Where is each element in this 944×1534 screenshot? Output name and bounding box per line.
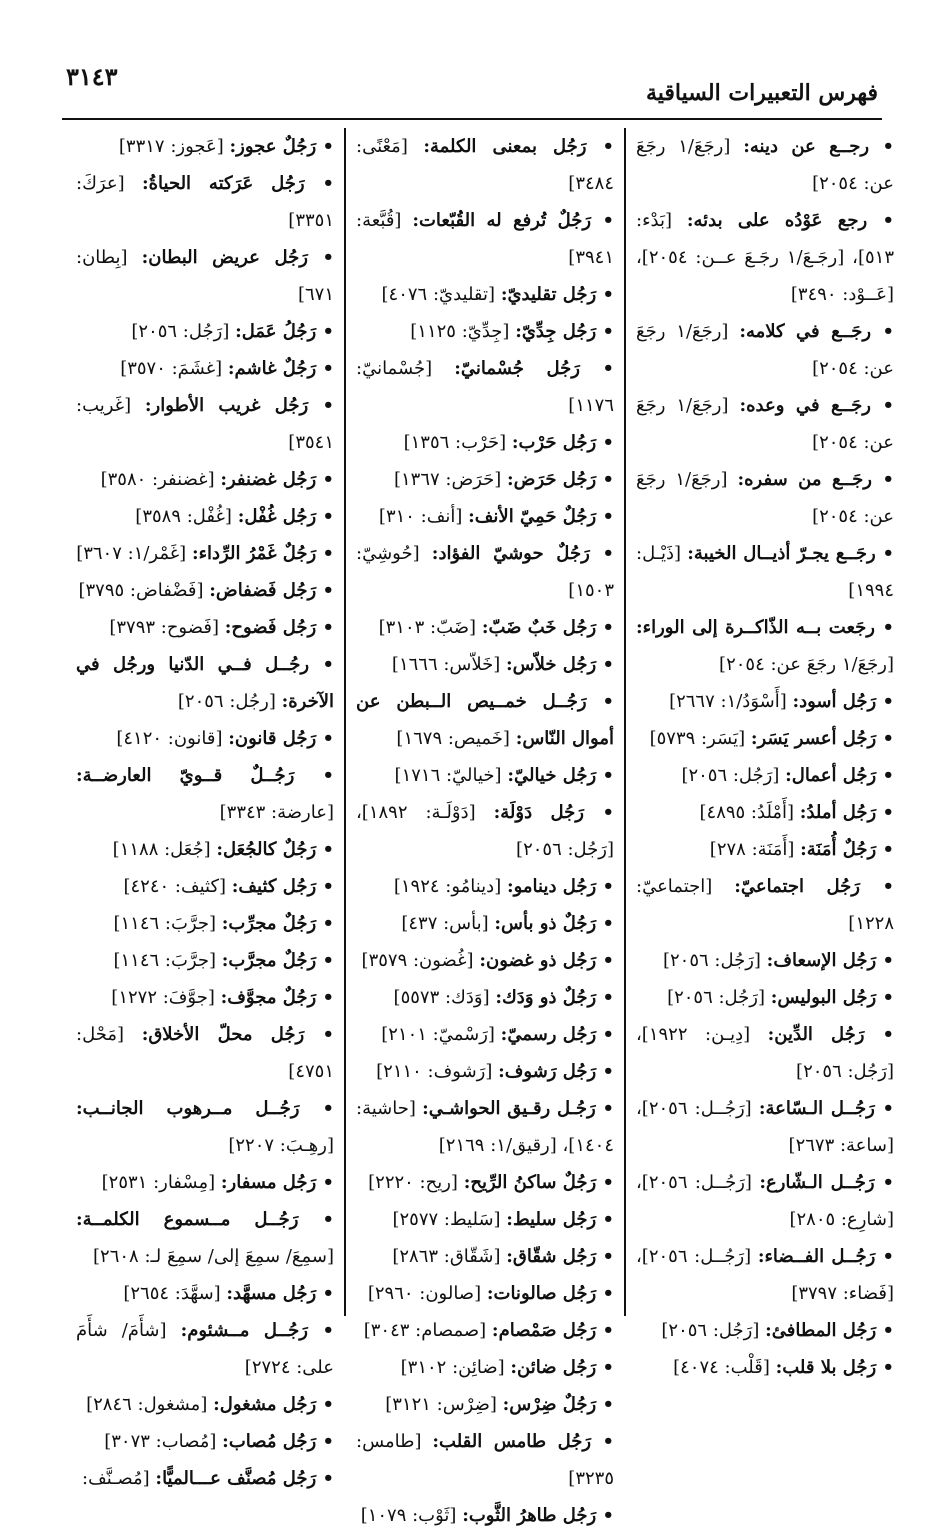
entry-reference: [جرَّبَ: ١١٤٦] <box>113 913 216 934</box>
index-entry <box>356 1016 614 1053</box>
entry-reference: [حَرَض: ١٣٦٧] <box>393 469 502 490</box>
entry-term: رَجُل حَرَض: <box>507 469 597 490</box>
entry-reference: [دِيـن: ١٩٢٢]، [رَجُل: ٢٠٥٦] <box>636 1024 894 1082</box>
entry-term: رَجُل دينامو: <box>506 876 597 897</box>
index-entry <box>76 572 334 609</box>
entry-term: رَجُلٌ غَمْرُ الرِّداء: <box>191 543 317 564</box>
index-entry <box>76 1460 334 1497</box>
entry-term: رَجُل غريب الأطوار: <box>144 395 309 416</box>
entry-term: رَجُل حَرْب: <box>511 432 597 453</box>
index-entry <box>356 757 614 794</box>
index-entry <box>76 905 334 942</box>
entry-term: رَجُل بمعنى الكلمة: <box>423 136 587 157</box>
entry-term: رَجُل فَضوح: <box>224 617 317 638</box>
entry-reference: [رجُل: ٢٠٥٦] <box>177 691 276 712</box>
entry-term: رَجُل جُسْمانيّ: <box>454 358 580 379</box>
entry-reference: [رجَعَ/١ رجَعَ عن: ٢٠٥٤] <box>636 395 894 453</box>
entry-reference: [رَجُل: ٢٠٥٦] <box>662 950 761 971</box>
index-entry <box>356 868 614 905</box>
entry-reference: [سَليط: ٢٥٧٧] <box>392 1209 501 1230</box>
entry-term: رَجُل صالونات: <box>486 1283 597 1304</box>
index-entry <box>636 1090 894 1164</box>
entry-reference: [ضائِن: ٣١٠٢] <box>400 1357 505 1378</box>
entry-term: رَجُــل مــرهوب الجانــب: <box>76 1098 300 1119</box>
entry-reference: [شَقّاق: ٢٨٦٣] <box>392 1246 501 1267</box>
entry-reference: [دَوْلَـة: ١٨٩٢]، [رَجُل: ٢٠٥٦] <box>356 802 614 860</box>
index-entry <box>356 942 614 979</box>
index-entry <box>356 1349 614 1386</box>
index-column <box>346 128 626 1526</box>
entry-term: رَجُل سليط: <box>506 1209 597 1230</box>
entry-reference: [أَمَنَة: ٢٧٨] <box>709 839 795 860</box>
entry-term: رَجُل عريض البطان: <box>141 247 308 268</box>
entry-term: رَجُل كثيف: <box>231 876 317 897</box>
entry-reference: [ريح: ٢٢٢٠] <box>368 1172 458 1193</box>
entry-term: رَجُلٌ ضِرْس: <box>502 1394 597 1415</box>
index-entry <box>76 1090 334 1164</box>
index-entry <box>356 609 614 646</box>
index-entry <box>356 498 614 535</box>
entry-reference: [تقليديّ: ٤٠٧٦] <box>381 284 496 305</box>
entry-term: رَجُل صَمْصام: <box>491 1320 597 1341</box>
entry-reference: [خَميص: ١٦٧٩] <box>396 728 510 749</box>
entry-reference: [عَجوز: ٣٣١٧] <box>118 136 224 157</box>
header-rule <box>62 118 882 120</box>
entry-reference: [جرَّبَ: ١١٤٦] <box>113 950 216 971</box>
index-entry <box>636 535 894 609</box>
entry-term: رَجُلٌ ساكنُ الرِّيح: <box>463 1172 597 1193</box>
index-entry <box>636 868 894 942</box>
index-entry <box>356 1164 614 1201</box>
entry-reference: [رَجُل: ٢٠٥٦] <box>661 1320 760 1341</box>
entry-term: رَجُل خياليّ: <box>507 765 597 786</box>
entry-term: رَجُــل خمــيص الــبطن عن أموال النّاس: <box>356 691 614 749</box>
entry-reference: [سهَّدَ: ٢٦٥٤] <box>123 1283 221 1304</box>
entry-term: رَجُلٌ كالجُعَل: <box>216 839 317 860</box>
index-entry <box>636 720 894 757</box>
entry-reference: [رَجُل: ٢٠٥٦] <box>131 321 230 342</box>
index-entry <box>636 757 894 794</box>
entry-term: رَجُلٌ تُرفع له القُبّعات: <box>412 210 592 231</box>
index-entry <box>356 646 614 683</box>
entry-reference: [غُضون: ٣٥٧٩] <box>361 950 474 971</box>
entry-reference: [مِسْفار: ٢٥٣١] <box>101 1172 216 1193</box>
entry-term: رَجُلٌ مجوَّف: <box>220 987 317 1008</box>
entry-reference: [جِدِّيّ: ١١٢٥] <box>410 321 510 342</box>
entry-term: رَجُل عَرَكته الحياةُ: <box>141 173 305 194</box>
index-entry <box>356 461 614 498</box>
index-column <box>626 128 904 1378</box>
entry-term: رَجُــلٌ قــويّ العارضــة: <box>76 765 295 786</box>
entry-reference: [رَجُــل: ٢٠٥٦]، [فَضاء: ٣٧٩٧] <box>636 1246 894 1304</box>
entry-reference: [رجَعَ/١ رجَعَ عن: ٢٠٥٤] <box>636 469 894 527</box>
index-entry <box>636 313 894 387</box>
entry-reference: [سمِعَ/ سمِعَ إلى/ سمِعَ لـ: ٢٦٠٨] <box>93 1246 334 1267</box>
entry-reference: [جُسْمانيّ: ١١٧٦] <box>356 358 614 416</box>
index-entry <box>636 1312 894 1349</box>
entry-term: رجُــل فــي الدّنيا ورجُل في الآخرة: <box>76 654 334 712</box>
index-entry <box>636 128 894 202</box>
entry-reference: [رَجُــل: ٢٠٥٦]، [شارِع: ٢٨٠٥] <box>636 1172 894 1230</box>
index-entry <box>76 609 334 646</box>
index-entry <box>76 313 334 350</box>
entry-reference: [مُصـنَّف: <box>82 1468 150 1489</box>
entry-term: رَجُلٌ عجوز: <box>229 136 317 157</box>
entry-term: رَجُـل رقـيق الحواشـي: <box>422 1098 596 1119</box>
index-entry <box>636 979 894 1016</box>
entry-term: رجَــع في كلامه: <box>739 321 872 342</box>
entry-term: رَجُل غضنفر: <box>220 469 317 490</box>
index-entry <box>636 942 894 979</box>
index-entry <box>76 461 334 498</box>
entry-reference: [جوَّفَ: ١٢٧٢] <box>111 987 215 1008</box>
entry-term: رجَــع في وعده: <box>739 395 871 416</box>
entry-reference: [ضَبّ: ٣١٠٣] <box>378 617 477 638</box>
entry-reference: [ثَوْب: ١٠٧٩] <box>360 1505 457 1526</box>
entry-term: رجَــع من سفره: <box>737 469 872 490</box>
entry-reference: [قانون: ٤١٢٠] <box>116 728 223 749</box>
entry-reference: [رجَعَ/١ رجَعَ عن: ٢٠٥٤] <box>719 654 894 675</box>
entry-term: رَجُــل مــسموع الكلمــة: <box>76 1209 299 1230</box>
index-entry <box>636 683 894 720</box>
index-entry <box>76 165 334 239</box>
entry-term: رَجُل غُفْل: <box>237 506 317 527</box>
entry-term: رَجُل خلاّس: <box>506 654 597 675</box>
page-number: ٣١٤٣ <box>66 62 118 91</box>
index-entry <box>356 1497 614 1534</box>
index-entry <box>76 1201 334 1275</box>
entry-term: رَجُل مسفار: <box>220 1172 317 1193</box>
index-entry <box>76 831 334 868</box>
index-entry <box>76 128 334 165</box>
index-columns <box>66 128 904 1526</box>
entry-term: رجَعت بــه الذّاكــرة إلى الوراء: <box>636 617 875 638</box>
entry-reference: [مشغول: ٢٨٤٦] <box>86 1394 208 1415</box>
index-entry <box>76 1312 334 1386</box>
entry-term: رَجُل الدِّين: <box>767 1024 865 1045</box>
entry-term: رَجُــل الفــضاء: <box>757 1246 876 1267</box>
index-entry <box>636 387 894 461</box>
entry-reference: [رَجُل: ٢٠٥٦] <box>681 765 780 786</box>
entry-term: رَجُل مشغول: <box>213 1394 317 1415</box>
entry-term: رَجُلٌ مجرَّب: <box>221 950 317 971</box>
index-entry <box>76 868 334 905</box>
entry-term: رَجُل قانون: <box>228 728 317 749</box>
entry-term: رَجُل طاهرُ الثَّوب: <box>462 1505 597 1526</box>
entry-term: رَجُل أملدُ: <box>799 802 877 823</box>
index-entry <box>76 942 334 979</box>
entry-term: رَجُل رسميّ: <box>500 1024 597 1045</box>
entry-reference: [مَعْنًى: ٣٤٨٤] <box>356 136 614 194</box>
entry-reference: [شأَمَ/ شأَمَ على: ٢٧٢٤] <box>76 1320 334 1378</box>
index-entry <box>76 498 334 535</box>
entry-term: رَجُل ذو غضون: <box>479 950 597 971</box>
index-entry <box>356 1312 614 1349</box>
entry-term: رَجُل أعمال: <box>785 765 877 786</box>
entry-term: رَجُــل مــشئوم: <box>180 1320 308 1341</box>
index-entry <box>356 313 614 350</box>
entry-term: رَجُل المطافئ: <box>765 1320 877 1341</box>
index-entry <box>356 1238 614 1275</box>
index-entry <box>636 1349 894 1386</box>
index-entry <box>636 794 894 831</box>
entry-reference: [رَجُل: ٢٠٥٦] <box>667 987 766 1008</box>
entry-reference: [رَشوف: ٢١١٠] <box>376 1061 493 1082</box>
entry-term: رَجُل مُصنَّف عـــالميًّا: <box>155 1468 317 1489</box>
entry-reference: [وَدَك: ٥٥٧٣] <box>393 987 490 1008</box>
entry-term: رَجُلٌ مجرِّب: <box>221 913 317 934</box>
index-entry <box>356 535 614 609</box>
entry-term: رَجُلٌ ذو وَدَك: <box>495 987 597 1008</box>
entry-term: رَجُــل الـسّاعة: <box>758 1098 875 1119</box>
entry-reference: [اجتماعيّ: ١٢٢٨] <box>636 876 894 934</box>
entry-reference: [رَجُــل: ٢٠٥٦]، [ساعة: ٢٦٧٣] <box>636 1098 894 1156</box>
entry-reference: [بِطان: ٦٧١] <box>76 247 334 305</box>
index-entry <box>76 720 334 757</box>
entry-reference: [أَسْوَدُ/١: ٢٦٦٧] <box>669 691 787 712</box>
entry-reference: [غضنفر: ٣٥٨٠] <box>100 469 215 490</box>
entry-reference: [قُبَّعة: ٣٩٤١] <box>356 210 614 268</box>
index-entry <box>356 276 614 313</box>
index-entry <box>356 202 614 276</box>
index-entry <box>76 1016 334 1090</box>
entry-reference: [غشَمَ: ٣٥٧٠] <box>120 358 223 379</box>
entry-reference: [خياليّ: ١٧١٦] <box>394 765 502 786</box>
entry-term: رَجُلٌ غاشم: <box>227 358 317 379</box>
entry-term: رَجُل طامس القلب: <box>432 1431 592 1452</box>
index-entry <box>636 202 894 313</box>
entry-term: رَجُل ضائن: <box>510 1357 597 1378</box>
entry-reference: [مَحْل: ٤٧٥١] <box>76 1024 334 1082</box>
index-entry <box>76 646 334 720</box>
entry-term: رَجُل البوليس: <box>770 987 877 1008</box>
entry-term: رَجُل جِدِّيّ: <box>515 321 597 342</box>
entry-reference: [بَدْء: ٥١٣]، [رجَـعَ/١ رجَـعَ عــن: ٢٠٥٤]، [عَــوْد: ٣٤٩٠] <box>636 210 894 305</box>
entry-term: رجع عَوْدُه على بدئه: <box>686 210 868 231</box>
entry-term: رَجُل بلا قلب: <box>775 1357 877 1378</box>
entry-term: رجَــع يجـرّ أذيــال الخيبة: <box>687 543 876 564</box>
index-entry <box>76 1164 334 1201</box>
entry-term: رَجُل اجتماعيّ: <box>734 876 860 897</box>
entry-reference: [رجَعَ/١ رجَعَ عن: ٢٠٥٤] <box>636 136 894 194</box>
index-entry <box>636 831 894 868</box>
entry-term: رَجُل أعسر يَسَر: <box>750 728 877 749</box>
entry-reference: [خَلاّس: ١٦٦٦] <box>391 654 501 675</box>
index-entry <box>636 1016 894 1090</box>
entry-term: رَجُل فَضفاض: <box>209 580 317 601</box>
entry-reference: [يَسَر: ٥٧٣٩] <box>649 728 746 749</box>
entry-reference: [أنف: ٣١٠] <box>378 506 463 527</box>
entry-reference: [كثيف: ٤٢٤٠] <box>123 876 227 897</box>
index-entry <box>356 1275 614 1312</box>
page-header <box>62 58 882 114</box>
entry-reference: [حَرْب: ١٣٥٦] <box>403 432 507 453</box>
index-entry <box>356 424 614 461</box>
index-entry <box>636 609 894 683</box>
entry-reference: [ذَيْـل: ١٩٩٤] <box>636 543 894 601</box>
entry-reference: [أَمْلَدُ: ٤٨٩٥] <box>699 802 795 823</box>
index-entry <box>76 350 334 387</box>
entry-term: رَجُل شقّاق: <box>506 1246 597 1267</box>
index-entry <box>76 1386 334 1423</box>
index-entry <box>356 794 614 868</box>
index-entry <box>76 535 334 572</box>
entry-term: رَجُــل الـشّارع: <box>759 1172 875 1193</box>
entry-reference: [ضِرْس: ٣١٢١] <box>385 1394 497 1415</box>
entry-term: رَجُل مسهَّد: <box>226 1283 317 1304</box>
index-entry <box>356 1201 614 1238</box>
entry-reference: [حُوشِيّ: ١٥٠٣] <box>356 543 614 601</box>
entry-reference: [صالون: ٢٩٦٠] <box>367 1283 482 1304</box>
entry-reference: [قَلْب: ٤٠٧٤] <box>673 1357 770 1378</box>
entry-reference: [صمصام: ٣٠٤٣] <box>363 1320 487 1341</box>
index-entry <box>636 461 894 535</box>
entry-reference: [بأس: ٤٣٧] <box>401 913 489 934</box>
entry-reference: [دينامُو: ١٩٢٤] <box>393 876 502 897</box>
entry-reference: [رهِـبَ: ٢٢٠٧] <box>228 1135 334 1156</box>
entry-reference: [عرَكَ: ٣٣٥١] <box>76 173 334 231</box>
entry-reference: [رجَعَ/١ رجَعَ عن: ٢٠٥٤] <box>636 321 894 379</box>
entry-reference: [فَضْفاض: ٣٧٩٥] <box>78 580 204 601</box>
index-entry <box>356 128 614 202</box>
index-entry <box>356 1090 614 1164</box>
entry-reference: [غُفْل: ٣٥٨٩] <box>135 506 232 527</box>
entry-term: رَجُلٌ ذو بأس: <box>494 913 597 934</box>
entry-reference: [غَمْر/١: ٣٦٠٧] <box>76 543 187 564</box>
entry-reference: [فَضوح: ٣٧٩٣] <box>109 617 219 638</box>
index-entry <box>76 979 334 1016</box>
index-entry <box>356 350 614 424</box>
entry-term: رَجُل مُصاب: <box>222 1431 317 1452</box>
entry-term: رَجُل الإسعاف: <box>766 950 877 971</box>
entry-term: رَجُل تقليديّ: <box>500 284 597 305</box>
entry-term: رَجُل أسود: <box>792 691 877 712</box>
index-entry <box>76 239 334 313</box>
index-column <box>66 128 346 1489</box>
index-entry <box>636 1164 894 1238</box>
entry-term: رَجُل خَبٌ ضَبّ: <box>481 617 597 638</box>
index-entry <box>356 683 614 757</box>
index-entry <box>356 1423 614 1497</box>
entry-term: رَجُل رَشوف: <box>498 1061 597 1082</box>
index-entry <box>76 757 334 831</box>
index-entry <box>356 905 614 942</box>
index-entry <box>636 1238 894 1312</box>
index-entry <box>356 1386 614 1423</box>
index-entry <box>76 1275 334 1312</box>
entry-reference: [مُصاب: ٣٠٧٣] <box>104 1431 217 1452</box>
entry-reference: [حاشية: ١٤٠٤]، [رقيق/١: ٢١٦٩] <box>356 1098 614 1156</box>
index-entry <box>356 1053 614 1090</box>
index-entry <box>76 1423 334 1460</box>
entry-reference: [غَريب: ٣٥٤١] <box>76 395 334 453</box>
entry-reference: [طامس: ٣٢٣٥] <box>356 1431 614 1489</box>
index-entry <box>356 979 614 1016</box>
running-title: فهرس التعبيرات السياقية <box>645 80 878 106</box>
entry-term: رَجُلٌ حَمِيّ الأنف: <box>468 506 597 527</box>
entry-term: رَجُلٌ حوشيّ الفؤاد: <box>431 543 590 564</box>
index-entry <box>76 387 334 461</box>
entry-term: رَجُلٌ أُمَنَة: <box>800 839 877 860</box>
entry-term: رَجُل دَوْلَة: <box>493 802 585 823</box>
entry-term: رجــع عن دينه: <box>743 136 870 157</box>
entry-reference: [رَسْميّ: ٢١٠١] <box>381 1024 495 1045</box>
entry-reference: [جُعَل: ١١٨٨] <box>112 839 211 860</box>
entry-reference: [عارضة: ٣٣٤٣] <box>219 802 334 823</box>
entry-term: رَجُل محلّ الأخلاق: <box>141 1024 305 1045</box>
entry-term: رَجُلُ عَمَل: <box>235 321 317 342</box>
